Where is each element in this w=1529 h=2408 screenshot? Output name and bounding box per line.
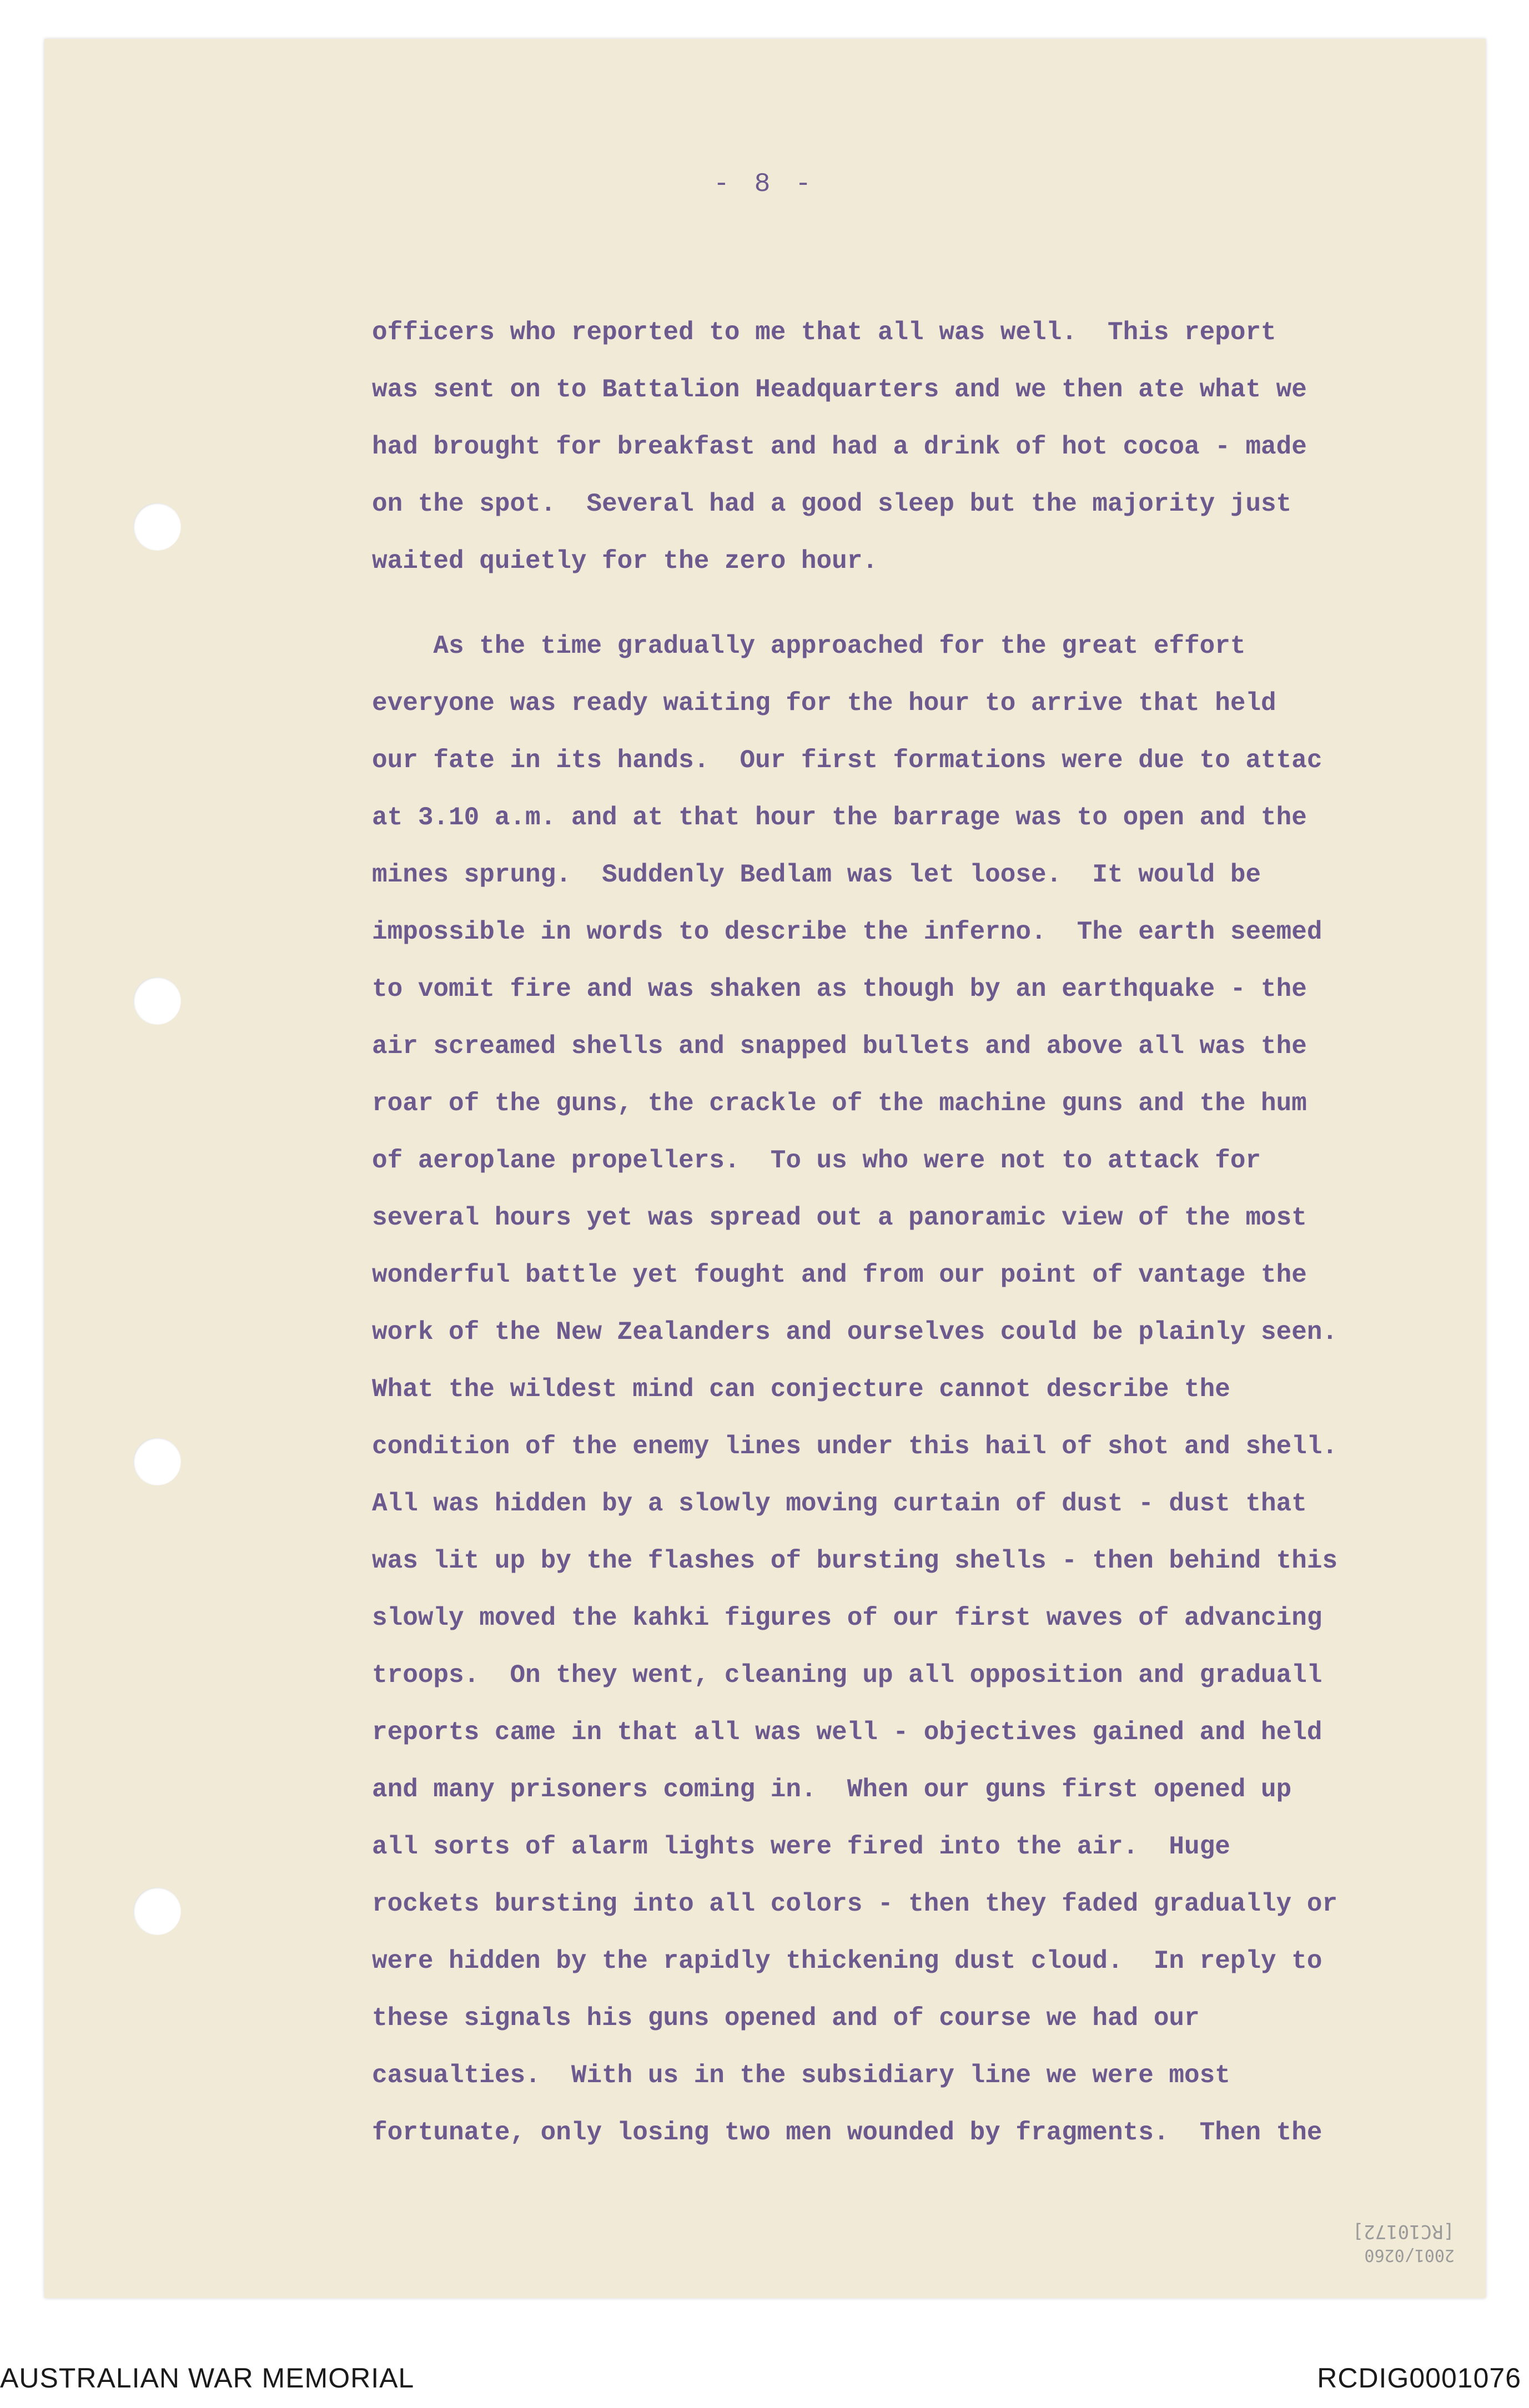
- punch-hole: [133, 1438, 181, 1485]
- punch-hole: [133, 977, 181, 1025]
- text-line: all sorts of alarm lights were fired into the air. Huge: [372, 1832, 1230, 1861]
- text-line: waited quietly for the zero hour.: [372, 547, 878, 576]
- text-line: air screamed shells and snapped bullets and above all was the: [372, 1032, 1307, 1061]
- page-number: - 8 -: [713, 169, 816, 199]
- paragraph: [372, 304, 1499, 590]
- text-line: condition of the enemy lines under this hail of shot and shell.: [372, 1432, 1338, 1461]
- footer-institution: AUSTRALIAN WAR MEMORIAL: [0, 2362, 415, 2394]
- text-line: impossible in words to describe the inferno. The earth seemed: [372, 918, 1322, 946]
- text-line: officers who reported to me that all was well. This report: [372, 318, 1276, 347]
- text-line: was sent on to Battalion Headquarters and we then ate what we: [372, 375, 1307, 404]
- text-line: these signals his guns opened and of course we had our: [372, 2004, 1200, 2033]
- text-line: on the spot. Several had a good sleep but the majority just: [372, 490, 1292, 518]
- text-line: of aeroplane propellers. To us who were not to attack for: [372, 1146, 1261, 1175]
- punch-hole: [133, 503, 181, 551]
- text-line: to vomit fire and was shaken as though by an earthquake - the: [372, 975, 1307, 1004]
- paragraph-gap: [372, 590, 1499, 618]
- text-line: troops. On they went, cleaning up all opposition and graduall: [372, 1661, 1322, 1690]
- text-line: roar of the guns, the crackle of the machine guns and the hum: [372, 1089, 1307, 1118]
- text-line: several hours yet was spread out a panoramic view of the most: [372, 1203, 1307, 1232]
- text-line: our fate in its hands. Our first formations were due to attac: [372, 746, 1322, 775]
- text-line: reports came in that all was well - objectives gained and held: [372, 1718, 1322, 1747]
- punch-hole: [133, 1887, 181, 1935]
- text-line: had brought for breakfast and had a drink of hot cocoa - made: [372, 432, 1307, 461]
- text-line: and many prisoners coming in. When our guns first opened up: [372, 1775, 1292, 1804]
- footer-record-id: RCDIG0001076: [1317, 2362, 1521, 2394]
- text-line: was lit up by the flashes of bursting shells - then behind this: [372, 1546, 1338, 1575]
- text-line: were hidden by the rapidly thickening dust cloud. In reply to: [372, 1947, 1322, 1976]
- text-line: wonderful battle yet fought and from our point of vantage the: [372, 1261, 1307, 1289]
- text-line: rockets bursting into all colors - then they faded gradually or: [372, 1890, 1338, 1918]
- text-line: All was hidden by a slowly moving curtain of dust - dust that: [372, 1489, 1307, 1518]
- text-line: everyone was ready waiting for the hour to arrive that held: [372, 689, 1276, 718]
- typed-text: [372, 304, 1499, 2162]
- text-line: mines sprung. Suddenly Bedlam was let loose. It would be: [372, 860, 1261, 889]
- text-line: slowly moved the kahki figures of our first waves of advancing: [372, 1604, 1322, 1633]
- text-line: fortunate, only losing two men wounded by fragments. Then the: [372, 2118, 1322, 2147]
- text-line: casualties. With us in the subsidiary line we were most: [372, 2061, 1230, 2090]
- text-line: at 3.10 a.m. and at that hour the barrage was to open and the: [372, 803, 1307, 832]
- archive-accession-mark: 2001/0260: [1364, 2245, 1455, 2265]
- text-line: work of the New Zealanders and ourselves could be plainly seen.: [372, 1318, 1338, 1347]
- archive-reference-mark: [RC10172]: [1352, 2220, 1455, 2243]
- text-line: What the wildest mind can conjecture cannot describe the: [372, 1375, 1230, 1404]
- paragraph: [372, 618, 1499, 2162]
- text-line: As the time gradually approached for the great effort: [372, 632, 1246, 661]
